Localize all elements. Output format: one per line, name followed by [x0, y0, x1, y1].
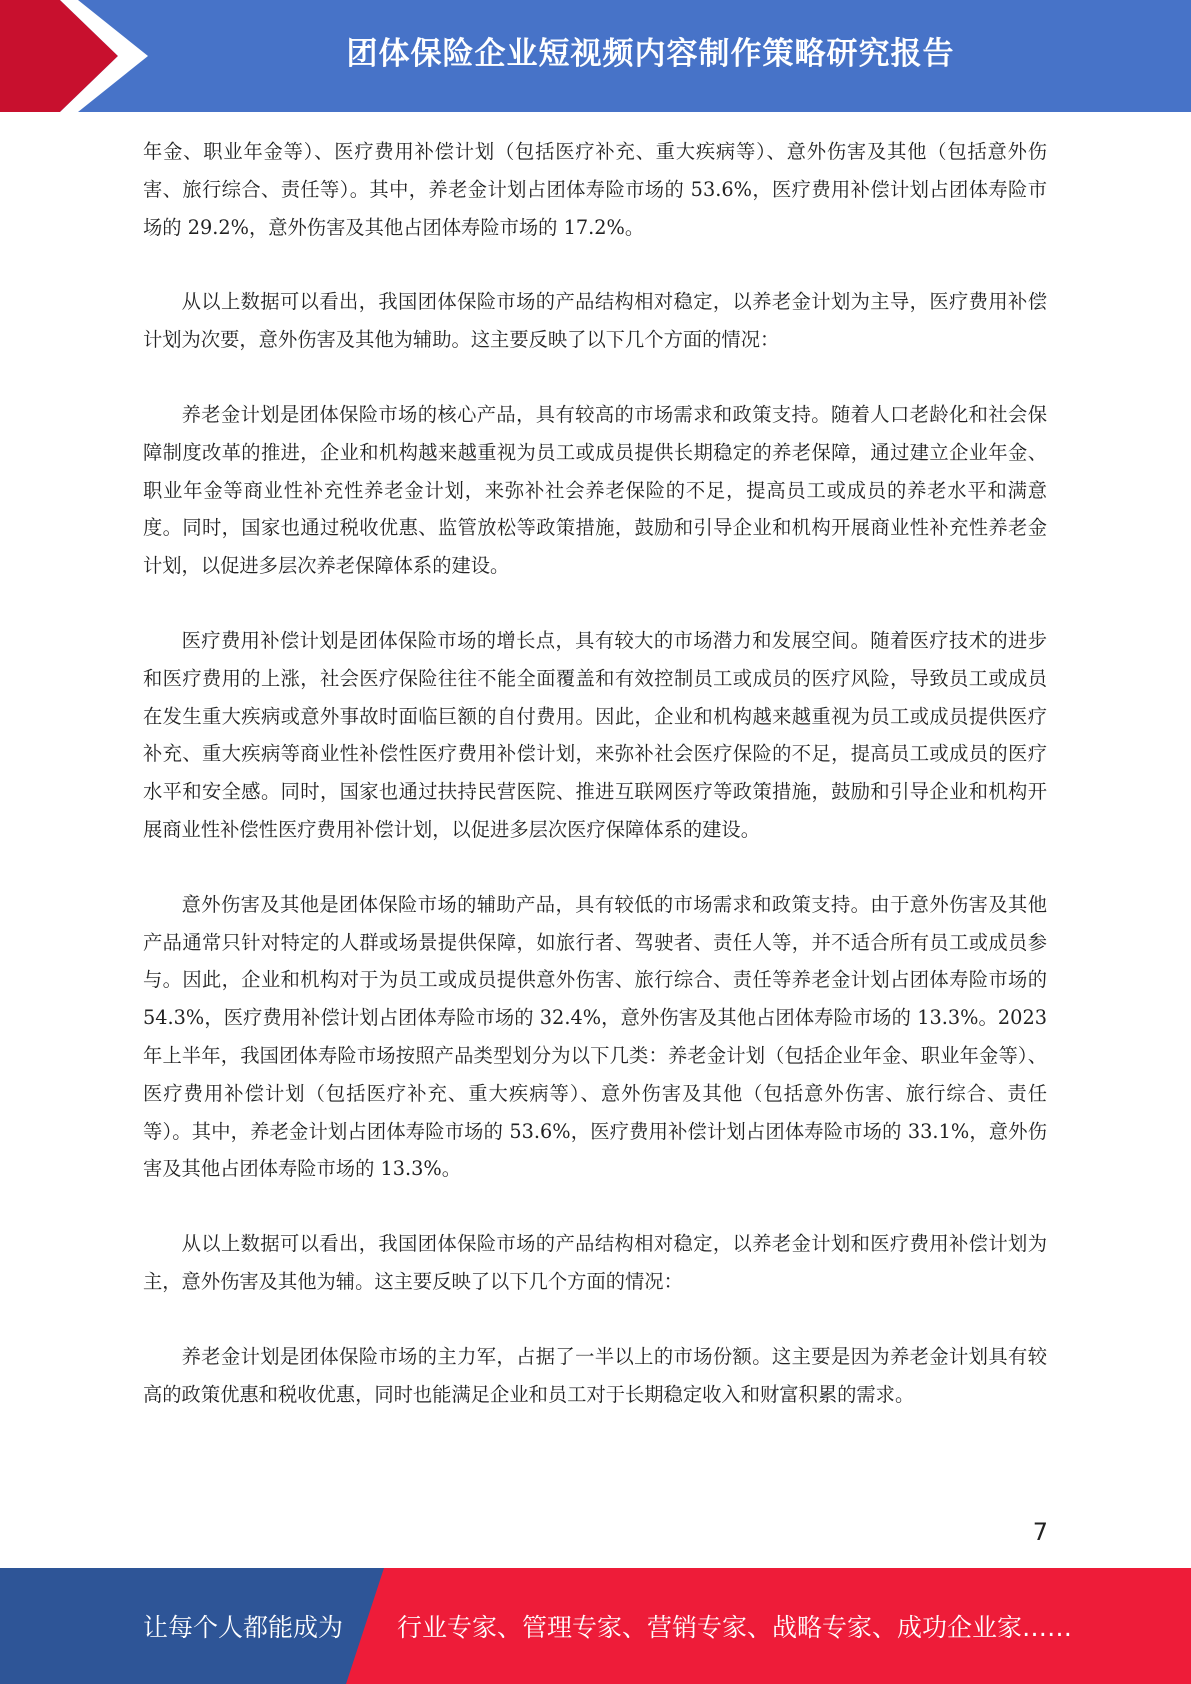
page-number: 7: [1032, 1518, 1048, 1546]
footer-slogan-roles: 行业专家、管理专家、营销专家、战略专家、成功企业家……: [397, 1613, 1073, 1642]
page-header: [0, 0, 1191, 112]
paragraph: 养老金计划是团体保险市场的主力军，占据了一半以上的市场份额。这主要是因为养老金计划具有较高的政策优惠和税收优惠，同时也能满足企业和员工对于长期稳定收入和财富积累的需求。: [143, 1344, 1047, 1406]
paragraph: 医疗费用补偿计划是团体保险市场的增长点，具有较大的市场潜力和发展空间。随着医疗技术的进步和医疗费用的上涨，社会医疗保险往往不能全面覆盖和有效控制员工或成员的医疗风险，导致员工或成员在发生重大疾病或意外事故时面临巨额的自付费用。因此，企业和机构越来越重视为员工或成员提供医疗补充、重大疾病等商业性补偿性医疗费用补偿计划，来弥补社会医疗保险的不足，提高员工或成员的医疗水平和安全感。同时，国家也通过扶持民营医院、推进互联网医疗等政策措施，鼓励和引导企业和机构开展商业性补偿性医疗费用补偿计划，以促进多层次医疗保障体系的建设。: [143, 628, 1047, 841]
paragraph: 养老金计划是团体保险市场的核心产品，具有较高的市场需求和政策支持。随着人口老龄化和社会保障制度改革的推进，企业和机构越来越重视为员工或成员提供长期稳定的养老保障，通过建立企业年金、职业年金等商业性补充性养老金计划，来弥补社会养老保险的不足，提高员工或成员的养老水平和满意度。同时，国家也通过税收优惠、监管放松等政策措施，鼓励和引导企业和机构开展商业性补充性养老金计划，以促进多层次养老保障体系的建设。: [143, 402, 1047, 578]
page-title: 团体保险企业短视频内容制作策略研究报告: [346, 36, 955, 72]
paragraph: 年金、职业年金等）、医疗费用补偿计划（包括医疗补充、重大疾病等）、意外伤害及其他（包括意外伤害、旅行综合、责任等）。其中，养老金计划占团体寿险市场的 53.6%，医疗费用补偿计划占团体寿险市场的 29.2%，意外伤害及其他占团体寿险市场的 17.2%。: [143, 140, 1047, 239]
paragraph: 从以上数据可以看出，我国团体保险市场的产品结构相对稳定，以养老金计划为主导，医疗费用补偿计划为次要，意外伤害及其他为辅助。这主要反映了以下几个方面的情况：: [143, 290, 1047, 352]
paragraph: 从以上数据可以看出，我国团体保险市场的产品结构相对稳定，以养老金计划和医疗费用补偿计划为主，意外伤害及其他为辅。这主要反映了以下几个方面的情况：: [143, 1232, 1047, 1293]
body-text: [143, 133, 1047, 1450]
footer-slogan-lead: 让每个人都能成为: [143, 1613, 344, 1642]
paragraph: 意外伤害及其他是团体保险市场的辅助产品，具有较低的市场需求和政策支持。由于意外伤害及其他产品通常只针对特定的人群或场景提供保障，如旅行者、驾驶者、责任人等，并不适合所有员工或成员参与。因此，企业和机构对于为员工或成员提供意外伤害、旅行综合、责任等养老金计划占团体寿险市场的 54.3%，医疗费用补偿计划占团体寿险市场的 32.4%，意外伤害及其他占团体寿险市场的 13.3%。2023 年上半年，我国团体寿险市场按照产品类型划分为以下几类：养老金计划（包括企业年金、职业年金等）、医疗费用补偿计划（包括医疗补充、重大疾病等）、意外伤害及其他（包括意外伤害、旅行综合、责任等）。其中，养老金计划占团体寿险市场的 53.6%，医疗费用补偿计划占团体寿险市场的 33.1%，意外伤害及其他占团体寿险市场的 13.3%。: [143, 892, 1047, 1181]
page-footer: [0, 1568, 1191, 1684]
